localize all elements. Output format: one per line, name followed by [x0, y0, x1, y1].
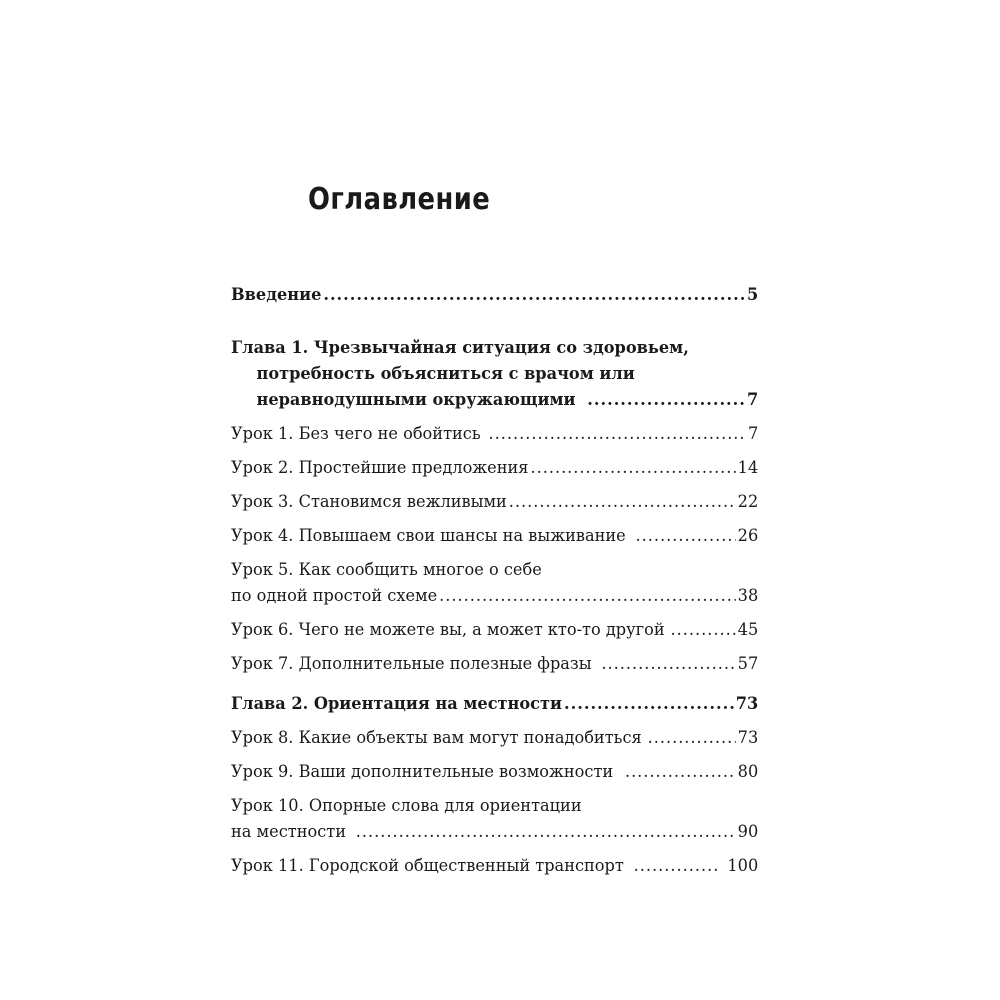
dot-leader [671, 617, 736, 643]
dot-leader [530, 455, 735, 481]
toc-page-number: 57 [737, 654, 759, 673]
dot-leader [509, 489, 736, 515]
toc-page-number: 90 [737, 822, 759, 841]
dot-leader [648, 725, 736, 751]
toc-entry-label: Урок 3. Становимся вежливыми [231, 492, 507, 511]
toc-entry-label-continued: потребность объясниться с врачом или [256, 364, 635, 383]
dot-leader [564, 691, 734, 717]
toc-entry-lesson-10[interactable] [231, 793, 758, 845]
toc-entry-label-continued: на местности [231, 822, 347, 841]
toc-entry-label: Урок 9. Ваши дополнительные возможности [231, 762, 614, 781]
dot-leader [636, 523, 736, 549]
toc-entry-lesson-5[interactable] [231, 557, 758, 609]
dot-leader [356, 819, 736, 845]
toc-entry-label: Урок 11. Городской общественный транспорт [231, 856, 624, 875]
dot-leader [634, 853, 718, 879]
toc-entry-chapter-1[interactable] [231, 335, 758, 413]
toc-page-number: 38 [737, 586, 759, 605]
toc-entry-lesson-3[interactable] [231, 489, 758, 515]
toc-entry-lesson-4[interactable] [231, 523, 758, 549]
dot-leader [587, 387, 745, 413]
toc-entry-label: Введение [231, 285, 322, 304]
toc-entry-label-continued: по одной простой схеме [231, 586, 438, 605]
toc-entry-label: Урок 1. Без чего не обойтись [231, 424, 481, 443]
toc-entry-label: Урок 4. Повышаем свои шансы на выживание [231, 526, 626, 545]
toc-entry-introduction[interactable] [231, 282, 758, 308]
toc-page-number: 45 [737, 620, 759, 639]
toc-entry-label: Глава 1. Чрезвычайная ситуация со здоровьем, [231, 338, 689, 357]
toc-page-number: 80 [737, 762, 759, 781]
toc-entry-lesson-7[interactable] [231, 651, 758, 677]
toc-entry-lesson-6[interactable] [231, 617, 758, 643]
toc-entry-lesson-11[interactable] [231, 853, 758, 879]
toc-entry-lesson-1[interactable] [231, 421, 758, 447]
toc-entry-label: Урок 10. Опорные слова для ориентации [231, 796, 582, 815]
toc-entry-label: Урок 7. Дополнительные полезные фразы [231, 654, 592, 673]
toc-entry-lesson-9[interactable] [231, 759, 758, 785]
toc-entry-label: Урок 2. Простейшие предложения [231, 458, 529, 477]
toc-entry-lesson-2[interactable] [231, 455, 758, 481]
toc-page-number: 5 [746, 285, 759, 304]
toc-entry-label: Урок 8. Какие объекты вам могут понадобиться [231, 728, 642, 747]
dot-leader [439, 583, 736, 609]
toc-page-number: 22 [737, 492, 759, 511]
page-title: Оглавление [308, 182, 491, 217]
toc-entry-label: Урок 6. Чего не можете вы, а может кто-то другой [231, 620, 665, 639]
dot-leader [601, 651, 735, 677]
toc-page-number: 26 [737, 526, 759, 545]
toc-page-number: 73 [737, 728, 759, 747]
toc-page-number: 7 [747, 424, 759, 443]
toc-entry-chapter-2[interactable] [231, 691, 758, 717]
dot-leader [323, 282, 745, 308]
toc-page-number: 100 [727, 856, 759, 875]
toc-entry-label-continued: неравнодушными окружающими [256, 390, 576, 409]
toc-entry-label: Урок 5. Как сообщить многое о себе [231, 560, 542, 579]
toc-page-number: 7 [746, 390, 759, 409]
toc-entry-lesson-8[interactable] [231, 725, 758, 751]
toc-page-number: 73 [735, 694, 759, 713]
dot-leader [625, 759, 736, 785]
table-of-contents [231, 282, 758, 879]
toc-page-number: 14 [737, 458, 759, 477]
toc-entry-label: Глава 2. Ориентация на местности [231, 694, 563, 713]
dot-leader [489, 421, 746, 447]
